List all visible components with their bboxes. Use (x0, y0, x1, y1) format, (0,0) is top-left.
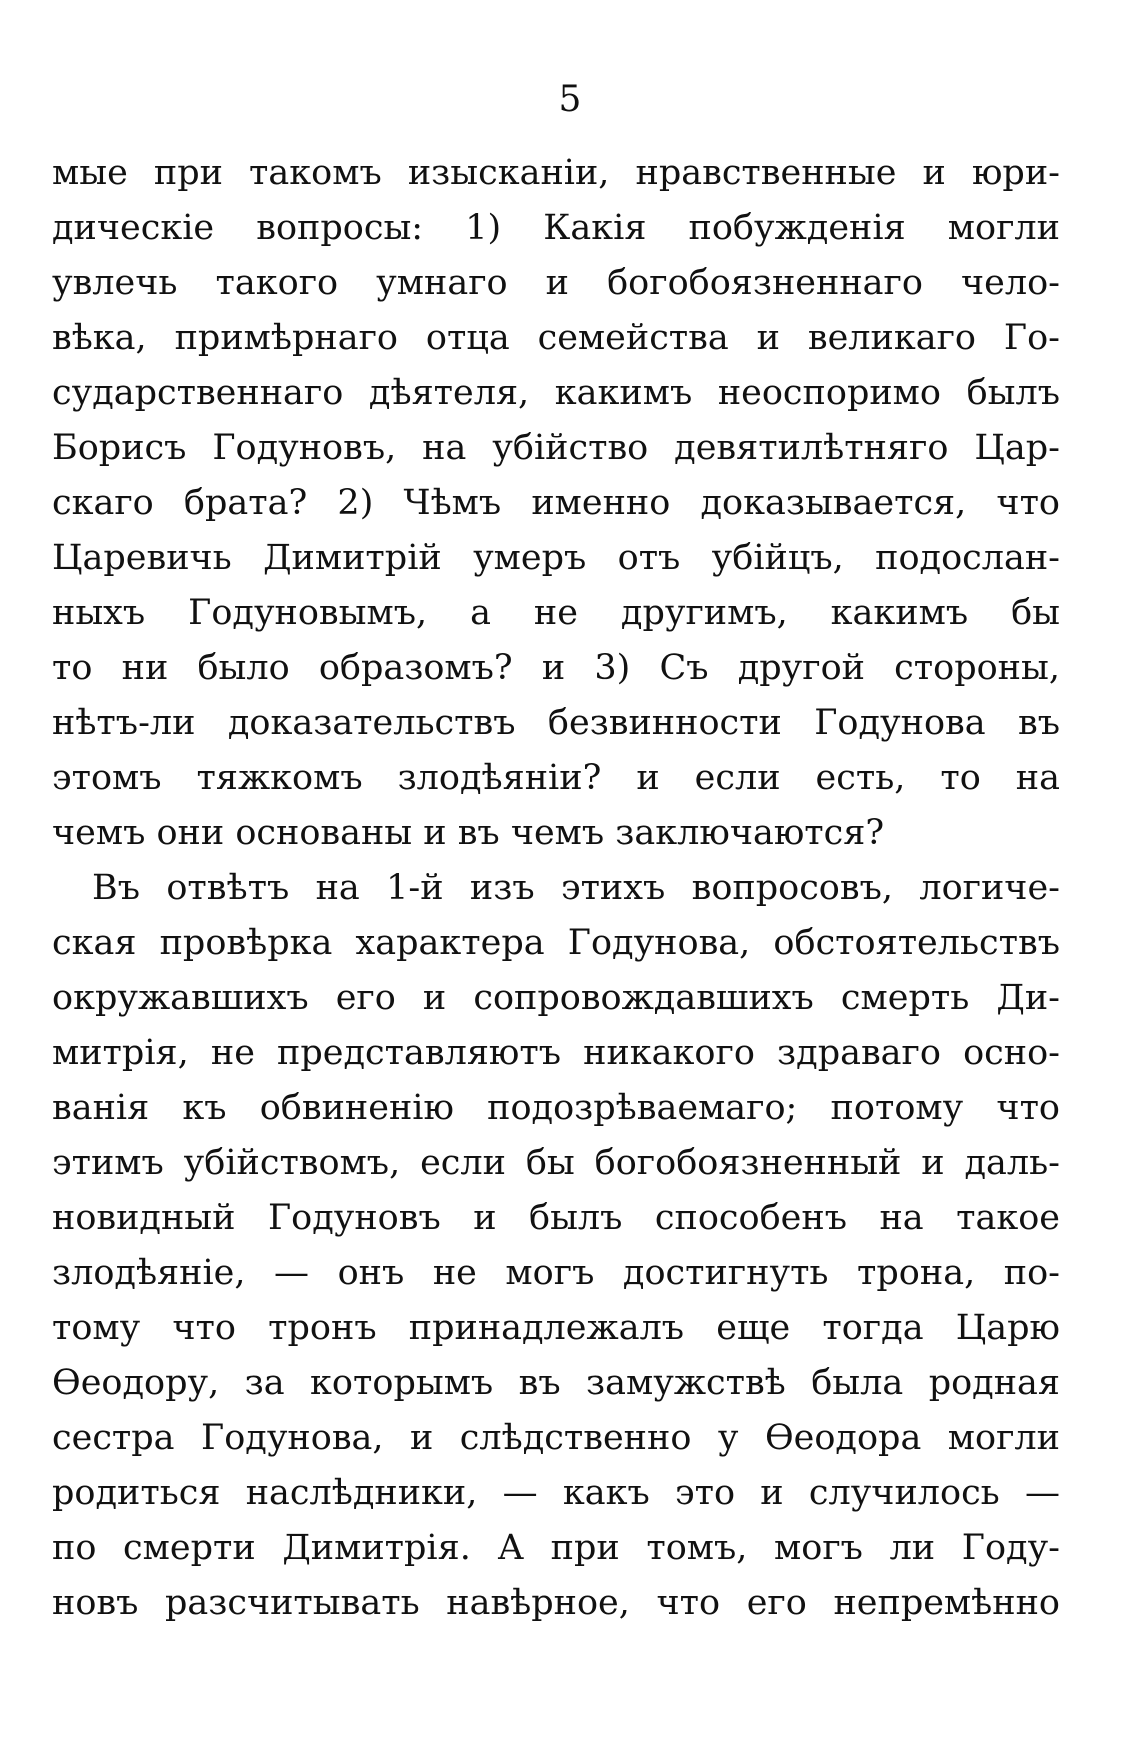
text-line: тому что тронъ принадлежалъ еще тогда Царю (52, 1308, 1060, 1348)
text-line: новидный Годуновъ и былъ способенъ на такое (52, 1198, 1060, 1238)
text-line: чемъ они основаны и въ чемъ заключаются? (52, 813, 885, 853)
text-line: Въ отвѣтъ на 1-й изъ этихъ вопросовъ, логиче- (92, 868, 1060, 908)
text-line: злодѣяніе, — онъ не могъ достигнуть трона, по- (52, 1253, 1060, 1293)
text-line: митрія, не представляютъ никакого здраваго осно- (52, 1033, 1060, 1073)
text-line: окружавшихъ его и сопровождавшихъ смерть Ди- (52, 978, 1060, 1018)
text-line: новъ разсчитывать навѣрное, что его непремѣнно (52, 1583, 1060, 1623)
text-line: ская провѣрка характера Годунова, обстоятельствъ (52, 923, 1060, 963)
text-line: дическіе вопросы: 1) Какія побужденія могли (52, 208, 1060, 248)
text-line: то ни было образомъ? и 3) Съ другой стороны, (52, 648, 1060, 688)
text-line: по смерти Димитрія. А при томъ, могъ ли Году- (52, 1528, 1060, 1568)
text-line: Ѳеодору, за которымъ въ замужствѣ была родная (52, 1363, 1060, 1403)
text-line: ванія къ обвиненію подозрѣваемаго; потому что (52, 1088, 1060, 1128)
paragraph-2 (52, 861, 1060, 1631)
text-line: скаго брата? 2) Чѣмъ именно доказывается, что (52, 483, 1060, 523)
text-line: вѣка, примѣрнаго отца семейства и великаго Го- (52, 318, 1060, 358)
text-line: ныхъ Годуновымъ, а не другимъ, какимъ бы (52, 593, 1060, 633)
text-line: этомъ тяжкомъ злодѣяніи? и если есть, то на (52, 758, 1060, 798)
text-line: увлечь такого умнаго и богобоязненнаго чело- (52, 263, 1060, 303)
text-line: Борисъ Годуновъ, на убійство девятилѣтняго Цар- (52, 428, 1060, 468)
text-line: мые при такомъ изысканіи, нравственные и юри- (52, 153, 1060, 193)
body-text (52, 146, 1060, 1631)
text-line: сестра Годунова, и слѣдственно у Ѳеодора могли (52, 1418, 1060, 1458)
text-line: Царевичь Димитрій умеръ отъ убійцъ, подослан- (52, 538, 1060, 578)
text-line: нѣтъ-ли доказательствъ безвинности Годунова въ (52, 703, 1060, 743)
text-line: этимъ убійствомъ, если бы богобоязненный и даль- (52, 1143, 1060, 1183)
text-line: сударственнаго дѣятеля, какимъ неоспоримо былъ (52, 373, 1060, 413)
text-line: родиться наслѣдники, — какъ это и случилось — (52, 1473, 1060, 1513)
paragraph-1 (52, 146, 1060, 861)
page-number: 5 (558, 79, 582, 120)
